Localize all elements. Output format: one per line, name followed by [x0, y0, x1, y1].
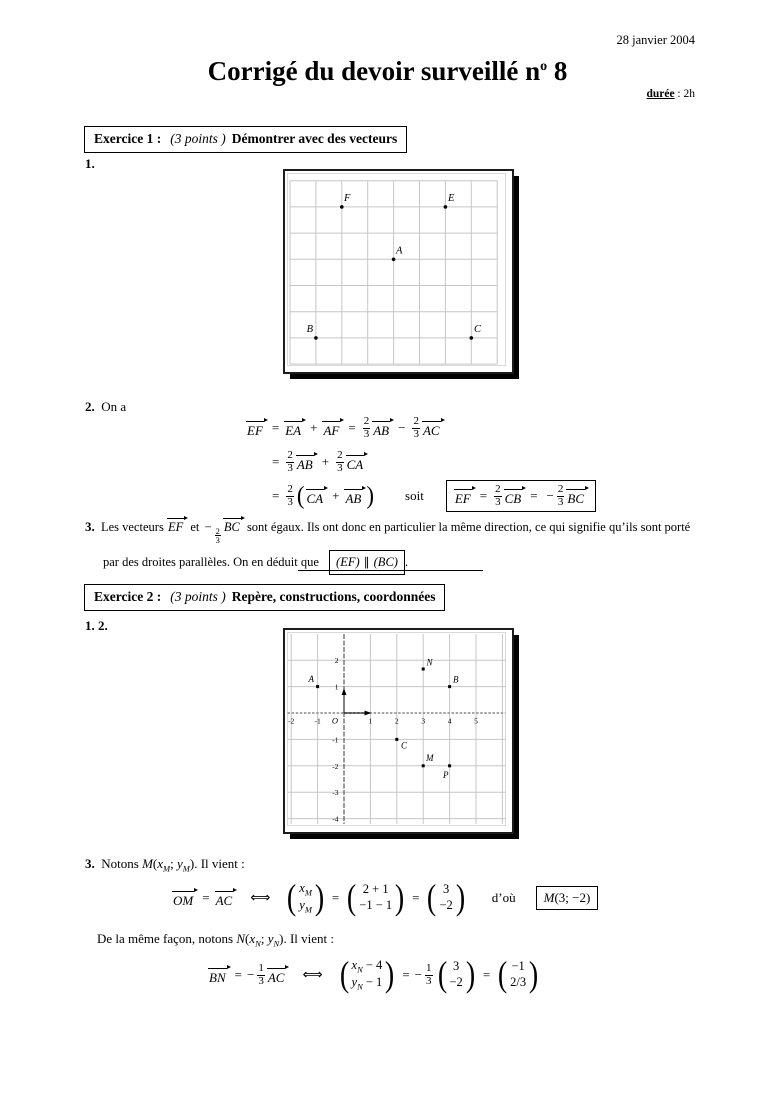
fraction-two-thirds	[286, 484, 294, 508]
y-tick: 2	[334, 656, 339, 666]
point-dot-p	[448, 764, 451, 767]
item1-number: 1.	[85, 156, 95, 171]
numerator: 1	[426, 961, 432, 974]
iff-arrow: ⟺	[302, 967, 323, 983]
vector-ab: AB	[344, 488, 365, 505]
result-box-m	[536, 886, 599, 910]
exercise1-title: Démontrer avec des vecteurs	[231, 131, 398, 146]
right-paren: )	[366, 481, 375, 509]
subscript-n: N	[357, 964, 363, 975]
vector-ac: AC	[215, 890, 237, 907]
item3-text-3: sont égaux. Ils ont donc en particulier la même direction, ce qui signifie qu’ils sont porté	[246, 520, 691, 534]
item3-line1	[85, 517, 710, 545]
entry-ym	[299, 898, 312, 915]
minus-sign: −	[398, 420, 406, 435]
entry-3: 3	[443, 882, 450, 897]
point-label-c: C	[401, 740, 408, 751]
exercise2-title: Repère, constructions, coordonnées	[231, 589, 436, 604]
point-label-p: P	[443, 770, 449, 780]
ex2-item3-number: 3.	[85, 856, 95, 871]
notons-text: Notons	[101, 856, 139, 871]
vector-om: OM	[172, 890, 197, 907]
vector-ab: AB	[296, 454, 317, 471]
fraction-two-thirds	[336, 450, 344, 474]
equals-sign: =	[530, 488, 538, 503]
item2-line	[85, 399, 126, 415]
point-dot-c	[395, 738, 398, 741]
exercise1-points: (3 points )	[170, 131, 226, 146]
exercise1-label: Exercice 1 :	[94, 131, 162, 146]
ex2-item3-line	[85, 856, 245, 874]
point-dot-e	[444, 205, 448, 209]
var-y: y	[351, 975, 358, 989]
column-vector-3-minus2	[437, 955, 476, 994]
fraction-one-third	[425, 963, 433, 987]
point-label-n: N	[426, 657, 433, 668]
numerator: 2	[337, 448, 343, 461]
duration-text	[646, 88, 695, 100]
y-arrowhead	[342, 688, 347, 695]
equation-line-1	[246, 411, 596, 445]
entry-two-thirds: 2/3	[510, 975, 527, 989]
denominator: 3	[215, 535, 220, 546]
x-tick: -2	[288, 716, 295, 726]
figure-1-gridlines	[290, 181, 497, 364]
equation-line-3	[272, 479, 596, 513]
point-dot-b	[314, 336, 318, 340]
point-dot-c	[470, 336, 474, 340]
exercise2-header-box	[84, 584, 445, 611]
origin-label: O	[331, 715, 339, 726]
denominator: 3	[337, 461, 343, 474]
figure-1-canvas	[285, 171, 508, 368]
y-tick: -2	[332, 761, 339, 771]
vector-ca: CA	[306, 488, 328, 505]
entry-xm	[299, 881, 312, 898]
fraction-two-thirds	[363, 416, 371, 440]
title-main: Corrigé du devoir surveillé n	[207, 56, 541, 86]
dou-text: d’où	[491, 890, 516, 905]
vector-ef: EF	[167, 517, 187, 534]
column-vector-result	[426, 878, 465, 917]
m-coordinates: (3; −2)	[554, 890, 591, 905]
left-paren: (	[497, 955, 508, 994]
y-tick: -3	[332, 788, 339, 798]
item12-number: 1. 2.	[85, 618, 108, 633]
denominator: 3	[426, 974, 432, 987]
fraction-two-thirds	[215, 527, 221, 545]
minus-sign: −	[414, 967, 422, 982]
soit-text: soit	[405, 488, 424, 503]
entry-yn-minus-1	[352, 975, 383, 992]
item3-text-4: par des droites parallèles. On en déduit que	[103, 554, 319, 569]
minus-sign: −	[204, 520, 212, 534]
right-paren: )	[455, 878, 465, 917]
result-box-ef	[446, 480, 596, 512]
subscript-m: M	[163, 863, 171, 874]
var-m: M	[543, 890, 555, 905]
denominator: 3	[557, 495, 564, 508]
m-equation	[172, 874, 598, 922]
y-tick: -1	[332, 735, 339, 745]
equals-sign: =	[272, 454, 280, 469]
subscript-n: N	[255, 938, 261, 949]
denominator: 3	[287, 495, 293, 508]
x-tick: 3	[421, 716, 426, 726]
exercise1-header-box	[84, 126, 407, 153]
separator-line	[298, 570, 483, 571]
y-tick: -4	[332, 814, 339, 824]
item3-text-2: et	[190, 520, 200, 534]
exercise2-points: (3 points )	[170, 589, 226, 604]
item3-line2	[85, 550, 710, 575]
entry-minus1: −1	[511, 959, 525, 974]
equals-sign: =	[272, 488, 280, 503]
exercise1-equations	[246, 411, 596, 513]
equals-sign: =	[234, 967, 242, 982]
date-text: 28 janvier 2004	[616, 33, 695, 47]
point-label-f: F	[344, 193, 351, 204]
y-tick: 1	[334, 682, 339, 692]
var-x: x	[351, 957, 358, 972]
var-x: x	[299, 880, 305, 895]
numerator: 2	[495, 482, 501, 495]
var-y: y	[267, 931, 274, 946]
denominator: 3	[363, 427, 370, 440]
subscript-m: M	[182, 863, 190, 874]
vector-ac: AC	[267, 967, 289, 984]
item3-text-1: Les vecteurs	[101, 520, 164, 534]
numerator: 2	[287, 448, 293, 461]
point-label-a: A	[396, 245, 403, 257]
exercise2-label: Exercice 2 :	[94, 589, 162, 604]
open-paren: (	[245, 931, 250, 946]
point-label-b: B	[306, 324, 313, 335]
item2-number: 2.	[85, 399, 95, 414]
vector-ac: AC	[422, 420, 444, 437]
var-m: M	[142, 856, 153, 871]
fraction-two-thirds	[557, 484, 565, 508]
vector-bc: BC	[566, 488, 588, 505]
numerator: 2	[363, 414, 370, 427]
numerator: 2	[557, 482, 564, 495]
point-label-m: M	[426, 753, 434, 763]
vector-cb: CB	[504, 488, 526, 505]
left-paren: (	[339, 955, 349, 994]
open-paren: (	[152, 856, 158, 871]
left-paren: (	[437, 955, 447, 994]
x-tick: 1	[368, 716, 373, 726]
point-label-c: C	[474, 324, 482, 335]
left-paren: (	[287, 878, 297, 917]
entry-3: 3	[453, 959, 460, 974]
point-label-e: E	[448, 193, 455, 204]
fraction-two-thirds	[494, 484, 502, 508]
vector-ab: AB	[372, 420, 393, 437]
iff-arrow: ⟺	[250, 890, 271, 906]
point-dot-a	[392, 258, 396, 262]
vector-ea: EA	[284, 420, 305, 437]
n-equation	[208, 949, 541, 1001]
vector-ef: EF	[246, 420, 267, 437]
var-y: y	[177, 856, 183, 871]
var-n: N	[236, 931, 246, 946]
numerator: 1	[258, 961, 264, 974]
parallel-sign: ∥	[363, 554, 370, 569]
denominator: 3	[495, 495, 501, 508]
semicolon: ;	[170, 856, 177, 871]
item3-number: 3.	[85, 519, 95, 534]
var-x: x	[157, 856, 164, 871]
x-tick: 4	[447, 716, 452, 726]
page-title	[0, 56, 775, 87]
line-ef: (EF)	[336, 554, 360, 569]
equals-sign: =	[202, 890, 210, 905]
item3-period: .	[404, 554, 409, 569]
figure-2-canvas	[285, 630, 508, 828]
line-bc: (BC)	[373, 554, 398, 569]
close-vient: ). Il vient :	[279, 931, 335, 946]
right-paren: )	[528, 955, 539, 994]
right-paren: )	[385, 955, 395, 994]
numerator: 2	[413, 414, 419, 427]
point-dot-b	[448, 685, 451, 688]
fraction-two-thirds	[412, 416, 420, 440]
subscript-n: N	[273, 938, 280, 949]
entry-2plus1: 2 + 1	[362, 882, 389, 897]
plus-sign: +	[321, 454, 330, 469]
figure-2	[283, 628, 514, 834]
column-vector-xm-ym	[286, 878, 325, 917]
point-dot-n	[422, 668, 425, 671]
item2-text: On a	[101, 399, 127, 414]
meme-facon-text: De la même façon, notons	[97, 931, 234, 946]
point-label-a: A	[308, 674, 314, 684]
x-tick: 5	[474, 716, 478, 726]
vector-bc: BC	[223, 517, 244, 534]
tail-minus-4: − 4	[365, 957, 383, 972]
minus-sign: −	[246, 967, 255, 982]
figure-2-labels	[308, 658, 460, 781]
entry-minus2: −2	[439, 898, 453, 912]
plus-sign: +	[310, 420, 318, 435]
title-ordinal: o	[540, 59, 548, 74]
point-dot-f	[340, 205, 344, 209]
equals-sign: =	[402, 967, 410, 982]
figure-1-inner-frame	[288, 174, 506, 366]
plus-sign: +	[332, 488, 340, 503]
duration-label: durée	[646, 88, 675, 100]
left-paren: (	[296, 481, 305, 509]
figure-1	[283, 169, 514, 374]
equals-sign: =	[348, 420, 356, 435]
vector-af: AF	[322, 420, 343, 437]
point-dot-a	[316, 685, 319, 688]
equation-line-2	[272, 445, 596, 479]
x-tick: 2	[394, 716, 399, 726]
point-dot-m	[422, 764, 425, 767]
result-box-parallel	[329, 550, 405, 575]
entry-minus2: −2	[449, 975, 463, 989]
denominator: 3	[287, 461, 293, 474]
entry-xn-minus-4	[352, 958, 383, 975]
var-y: y	[299, 898, 305, 912]
column-vector-sums	[346, 878, 405, 917]
denominator: 3	[413, 427, 419, 440]
minus-sign: −	[546, 488, 554, 503]
equals-sign: =	[271, 420, 280, 435]
column-vector-xn-yn	[339, 955, 396, 994]
denominator: 3	[258, 974, 264, 987]
vector-ca: CA	[346, 454, 368, 471]
tail-minus-1: − 1	[365, 975, 383, 989]
vector-ef: EF	[454, 488, 475, 505]
n-paragraph	[97, 931, 334, 949]
equals-sign: =	[479, 488, 488, 503]
right-paren: )	[394, 878, 405, 917]
figure-1-labels	[307, 193, 482, 335]
duration-value: : 2h	[674, 88, 695, 100]
equals-sign: =	[331, 890, 340, 905]
x-tick: -1	[314, 716, 321, 726]
point-label-b: B	[453, 674, 459, 685]
figure-2-gridlines	[288, 634, 506, 824]
numerator: 2	[215, 525, 220, 536]
fraction-one-third	[257, 963, 265, 987]
right-paren: )	[314, 878, 325, 917]
semicolon: ;	[260, 931, 268, 946]
subscript-n: N	[357, 981, 363, 992]
subscript-m: M	[304, 904, 312, 915]
vector-bn: BN	[208, 967, 230, 984]
fraction-two-thirds	[286, 450, 294, 474]
entry-minus1minus1: −1 − 1	[359, 898, 393, 912]
numerator: 2	[287, 482, 293, 495]
right-paren: )	[465, 955, 475, 994]
equals-sign: =	[482, 967, 491, 982]
subscript-m: M	[304, 887, 312, 898]
left-paren: (	[427, 878, 437, 917]
item3-paragraph	[85, 517, 710, 575]
column-vector-n-result	[497, 955, 539, 994]
equals-sign: =	[412, 890, 420, 905]
close-vient: ). Il vient :	[189, 856, 245, 871]
title-number: 8	[553, 56, 568, 86]
var-x: x	[249, 931, 256, 946]
left-paren: (	[347, 878, 357, 917]
